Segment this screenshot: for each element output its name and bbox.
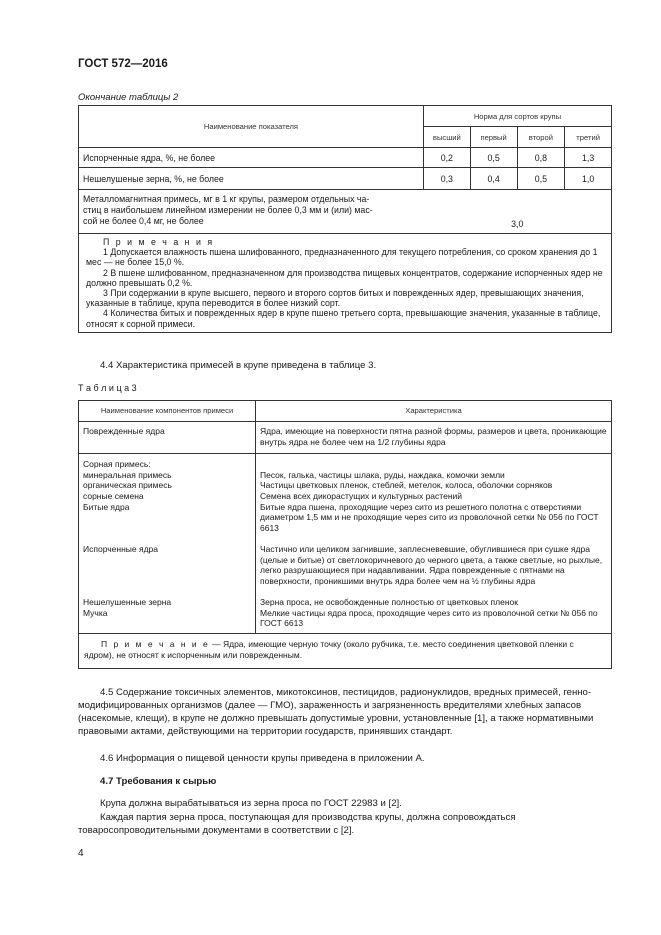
grade-header: второй bbox=[517, 127, 565, 148]
note-item: 1 Допускается влажность пшена шлифованного, предназначенного для текущего потребления, со сроком хранения до 1 мес — не более 15,0 %. bbox=[86, 247, 598, 268]
component-name: Испорченные ядра bbox=[83, 543, 158, 554]
page-number: 4 bbox=[78, 848, 84, 859]
document-header: ГОСТ 572—2016 bbox=[78, 58, 168, 70]
component-desc: Песок, галька, частицы шлака, руды, наждака, комочки земли bbox=[260, 469, 505, 480]
paragraph-4-5: 4.5 Содержание токсичных элементов, микотоксинов, пестицидов, радионуклидов, вредных примесей, генно-модифицированных организмов (далее — ГМО), зараженность и загрязненность вредителями хлебных запасов (насекомые, клещи), в крупе не должно превышать допустимые уровни, установленные [1], а также нормативными правовыми актами, действующими на территории государств, принявших стандарт. bbox=[78, 687, 594, 737]
component-name: минеральная примесь bbox=[83, 469, 172, 480]
table2-notes bbox=[79, 234, 612, 333]
grade-header: высший bbox=[423, 127, 470, 148]
row-value: 0,3 bbox=[423, 168, 470, 190]
metal-line: сой не более 0,4 мг, не более bbox=[83, 216, 204, 226]
row-value: 0,2 bbox=[423, 148, 470, 168]
table-row bbox=[79, 168, 612, 190]
col-header-component: Наименование компонентов примеси bbox=[79, 401, 256, 422]
note-label: П р и м е ч а н и е bbox=[101, 638, 210, 649]
paragraph-4-7-1: Крупа должна вырабатываться из зерна проса по ГОСТ 22983 и [2]. bbox=[100, 798, 402, 809]
table-row bbox=[79, 190, 612, 234]
component-name: органическая примесь bbox=[83, 480, 172, 491]
component-name: Мучка bbox=[83, 607, 108, 618]
col-header-norm: Норма для сортов крупы bbox=[423, 106, 611, 127]
weed-title: Сорная примесь: bbox=[83, 459, 151, 470]
notes-title: П р и м е ч а н и я bbox=[103, 237, 215, 247]
table-row bbox=[79, 148, 612, 168]
row-value: 0,5 bbox=[470, 148, 517, 168]
row-value: 1,3 bbox=[565, 148, 612, 168]
metal-row-value: 3,0 bbox=[423, 190, 611, 234]
table-row bbox=[79, 633, 612, 668]
paragraph-4-4: 4.4 Характеристика примесей в крупе приведена в таблице 3. bbox=[100, 360, 377, 371]
component-desc: Мелкие частицы ядра проса, проходящие через сито из проволочной сетки № 056 по ГОСТ 6613 bbox=[260, 607, 598, 629]
row-value: 0,4 bbox=[470, 168, 517, 190]
paragraph-4-6: 4.6 Информация о пищевой ценности крупы приведена в приложении А. bbox=[100, 753, 425, 764]
component-desc: Ядра, имеющие на поверхности пятна разной формы, размеров и цвета, проникающие внутрь ядра не более чем на 1/2 глубины ядра bbox=[256, 422, 612, 454]
grade-header: первый bbox=[470, 127, 517, 148]
paragraph-4-7-2: Каждая партия зерна проса, поступающая для производства крупы, должна сопровождаться товаросопроводительными документами в соответствии с [2]. bbox=[78, 812, 516, 836]
component-name: Битые ядра bbox=[83, 501, 130, 512]
metal-line: стиц в наибольшем линейном измерении не более 0,3 мм и (или) мас- bbox=[83, 205, 373, 215]
table3-caption: Т а б л и ц а 3 bbox=[78, 383, 137, 393]
component-desc: Частицы цветковых пленок, стеблей, метелок, колоса, оболочки сорняков bbox=[260, 480, 553, 491]
component-name: Нешелушенные зерна bbox=[83, 596, 172, 607]
note-item: 4 Количества битых и поврежденных ядер в крупе пшено третьего сорта, превышающие значения, указанные в таблице, относят к сорной примеси. bbox=[86, 308, 601, 329]
component-name: сорные семена bbox=[83, 490, 144, 501]
note-item: 2 В пшене шлифованном, предназначенном для производства пищевых концентратов, содержание испорченных ядер не должно превышать 0,2 %. bbox=[86, 267, 603, 288]
table-row bbox=[79, 454, 612, 634]
col-header-name: Наименование показателя bbox=[79, 106, 424, 148]
component-name: Поврежденные ядра bbox=[79, 422, 256, 454]
table-row bbox=[79, 422, 612, 454]
component-descs bbox=[256, 454, 612, 634]
component-desc: Зерна проса, не освобожденные полностью от цветковых пленок bbox=[260, 596, 518, 607]
heading-4-7: 4.7 Требования к сырью bbox=[100, 776, 217, 787]
table-2 bbox=[78, 105, 612, 333]
col-header-characteristic: Характеристика bbox=[256, 401, 612, 422]
table-3 bbox=[78, 400, 612, 669]
table2-caption: Окончание таблицы 2 bbox=[78, 92, 179, 103]
row-value: 0,8 bbox=[517, 148, 565, 168]
component-desc: Битые ядра пшена, проходящие через сито из решетного полотна с отверстиями диаметром 1,5 мм и не проходящие через сито из проволочной сетки № 056 по ГОСТ 6613 bbox=[260, 501, 599, 533]
row-value: 1,0 bbox=[565, 168, 612, 190]
component-names bbox=[79, 454, 256, 634]
component-desc: Семена всех дикорастущих и культурных растений bbox=[260, 490, 463, 501]
row-value: 0,5 bbox=[517, 168, 565, 190]
row-name: Испорченные ядра, %, не более bbox=[79, 148, 424, 168]
metal-row-name bbox=[79, 190, 424, 234]
note-text: — Ядра, имеющие черную точку (около рубчика, т.е. место соединения цветковой пленки с ядром), не относят к испорченным или поврежденным. bbox=[84, 638, 574, 661]
metal-line: Металломагнитная примесь, мг в 1 кг крупы, размером отдельных ча- bbox=[83, 194, 370, 204]
grade-header: третий bbox=[565, 127, 612, 148]
note-item: 3 При содержании в крупе высшего, первого и второго сортов битых и поврежденных ядер, превышающих значения, указанные в таблице, крупа переводится в более низкий сорт. bbox=[86, 288, 584, 309]
row-name: Нешелушеные зерна, %, не более bbox=[79, 168, 424, 190]
component-desc: Частично или целиком загнившие, заплесневевшие, обуглившиеся при сушке ядра (целые и битые) от светлокоричневого до черного цвета, а также светлые, но рыхлые, легко разрушающиеся при надавливании. Ядра поврежденные с пятнами на поверхности, проникшими внутрь ядра более чем на ½ глубины ядра bbox=[260, 543, 603, 586]
table3-note bbox=[79, 633, 612, 668]
spacer bbox=[260, 459, 607, 470]
